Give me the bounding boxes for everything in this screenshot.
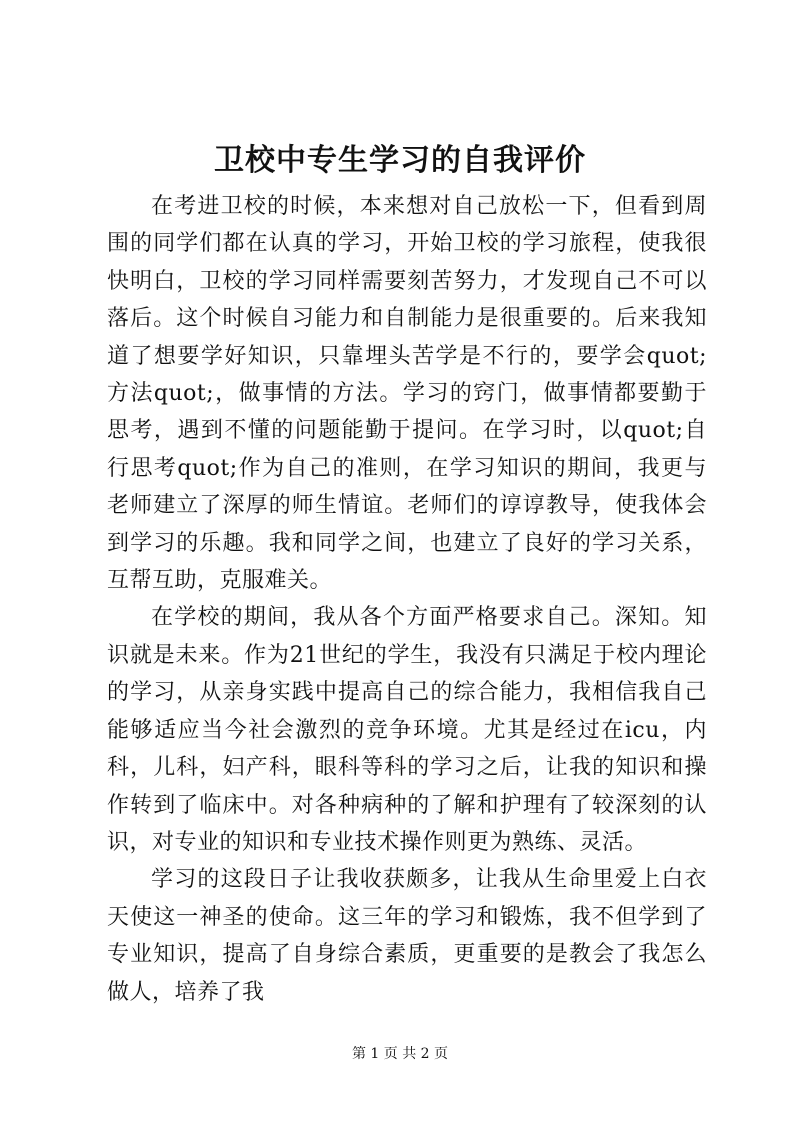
paragraph-1: 在考进卫校的时候，本来想对自己放松一下，但看到周围的同学们都在认真的学习，开始卫校的学习旅程，使我很快明白，卫校的学习同样需要刻苦努力，才发现自己不可以落后。这个时候自习能力和自制能力是很重要的。后来我知道了想要学好知识，只靠埋头苦学是不行的，要学会quot;方法quot;，做事情的方法。学习的窍门，做事情都要勤于思考，遇到不懂的问题能勤于提问。在学习时，以quot;自行思考quot;作为自己的准则，在学习知识的期间，我更与老师建立了深厚的师生情谊。老师们的谆谆教导，使我体会到学习的乐趣。我和同学之间，也建立了良好的学习关系，互帮互助，克服难关。 [107, 194, 707, 594]
page-title: 卫校中专生学习的自我评价 [214, 143, 586, 178]
page-footer: 第 1 页 共 2 页 [351, 1046, 449, 1062]
paragraph-2: 在学校的期间，我从各个方面严格要求自己。深知。知识就是未来。作为21世纪的学生，我没有只满足于校内理论的学习，从亲身实践中提高自己的综合能力，我相信我自己能够适应当今社会激烈的竞争环境。尤其是经过在icu，内科，儿科，妇产科，眼科等科的学习之后，让我的知识和操作转到了临床中。对各种病种的了解和护理有了较深刻的认识，对专业的知识和专业技术操作则更为熟练、灵活。 [107, 605, 707, 855]
document-body [107, 188, 707, 1011]
paragraph-3: 学习的这段日子让我收获颇多，让我从生命里爱上白衣天使这一神圣的使命。这三年的学习和锻炼，我不但学到了专业知识，提高了自身综合素质，更重要的是教会了我怎么做人，培养了我 [107, 867, 707, 1005]
